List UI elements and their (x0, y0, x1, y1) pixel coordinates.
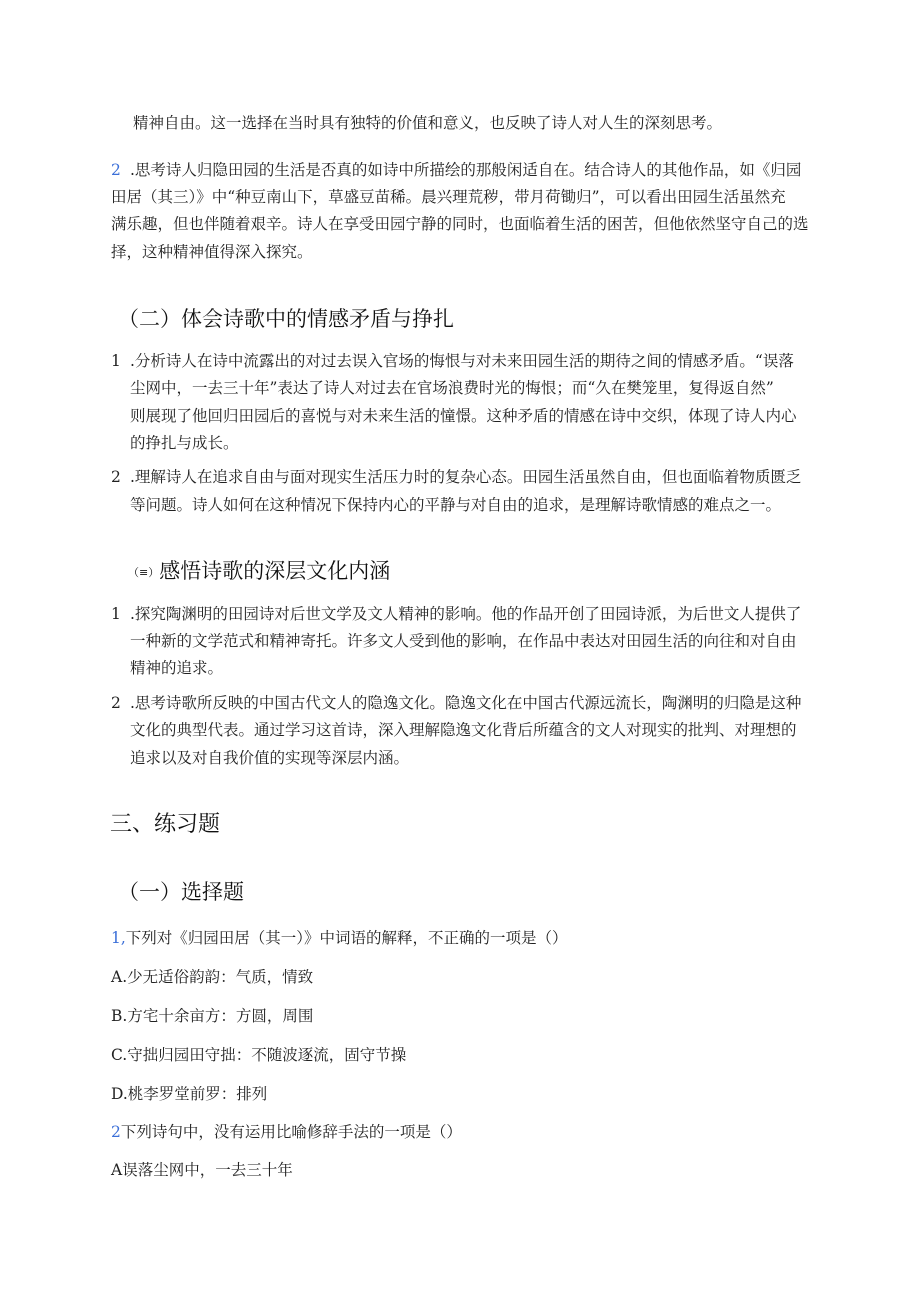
list-number: 1 (111, 605, 121, 623)
question-number: 1, (111, 929, 126, 947)
question-text: 下列对《归园田居（其一）》中词语的解释，不正确的一项是（） (125, 929, 568, 947)
option-line: D.桃李罗堂前罗：排列 (111, 1085, 268, 1103)
paragraph-line: 文化的典型代表。通过学习这首诗，深入理解隐逸文化背后所蕴含的文人对现实的批判、对理想的 (130, 721, 797, 739)
list-number: 2 (111, 694, 121, 712)
paragraph-line: 等问题。诗人如何在这种情况下保持内心的平静与对自由的追求，是理解诗歌情感的难点之一。 (130, 496, 782, 514)
paragraph-line: 精神自由。这一选择在当时具有独特的价值和意义，也反映了诗人对人生的深刻思考。 (133, 114, 723, 132)
list-number: 2 (111, 468, 121, 486)
paragraph-line: .理解诗人在追求自由与面对现实生活压力时的复杂心态。田园生活虽然自由，但也面临着物质匮乏 (130, 468, 802, 486)
question-number: 2 (111, 1123, 121, 1141)
section-heading: （二）体会诗歌中的情感矛盾与挣扎 (118, 307, 454, 331)
question-text: 下列诗句中，没有运用比喻修辞手法的一项是（） (120, 1123, 462, 1141)
question-line (111, 928, 568, 948)
paragraph-line: .分析诗人在诗中流露出的对过去误入官场的悔恨与对未来田园生活的期待之间的情感矛盾。“误落 (130, 352, 794, 370)
paragraph-line: 追求以及对自我价值的实现等深层内涵。 (130, 749, 410, 767)
paragraph-line: 的挣扎与成长。 (130, 434, 239, 452)
heading-text: 感悟诗歌的深层文化内涵 (159, 559, 391, 583)
question-line (111, 1122, 462, 1142)
option-line: A误落尘网中，一去三十年 (111, 1161, 293, 1179)
paragraph-line: 择，这种精神值得深入探究。 (111, 243, 313, 261)
option-line: B.方宅十余亩方：方圆，周围 (111, 1007, 314, 1025)
paragraph-line: 满乐趣，但也伴随着艰辛。诗人在享受田园宁静的同时，也面临着生活的困苦，但他依然坚守自己的选 (111, 215, 809, 233)
list-number: 1 (111, 352, 121, 370)
sub-heading: （一）选择题 (118, 880, 244, 904)
paragraph-line: 精神的追求。 (130, 659, 224, 677)
option-line: C.守拙归园田守拙：不随波逐流，固守节操 (111, 1046, 407, 1064)
paragraph-line: 则展现了他回归田园后的喜悦与对未来生活的憧憬。这种矛盾的情感在诗中交织，体现了诗人内心 (130, 407, 797, 425)
paragraph-line: 田居（其三）》中“种豆南山下，草盛豆苗稀。晨兴理荒秽，带月荷锄归”，可以看出田园生活虽然充 (111, 188, 786, 206)
paragraph-line: .思考诗歌所反映的中国古代文人的隐逸文化。隐逸文化在中国古代源远流长，陶渊明的归隐是这种 (130, 694, 802, 712)
list-number: 2 (111, 161, 121, 179)
heading-mark: （≡） (128, 566, 160, 579)
section-heading (128, 557, 390, 587)
part-heading: 三、练习题 (110, 812, 221, 837)
paragraph-line: .思考诗人归隐田园的生活是否真的如诗中所描绘的那般闲适自在。结合诗人的其他作品，如《归园 (130, 161, 802, 179)
option-line: A.少无适俗韵韵：气质，情致 (111, 968, 314, 986)
paragraph-line: .探究陶渊明的田园诗对后世文学及文人精神的影响。他的作品开创了田园诗派，为后世文人提供了 (130, 605, 802, 623)
paragraph-line: 一种新的文学范式和精神寄托。许多文人受到他的影响，在作品中表达对田园生活的向往和对自由 (130, 632, 797, 650)
paragraph-line: 尘网中，一去三十年”表达了诗人对过去在官场浪费时光的悔恨；而“久在樊笼里，复得返自然” (130, 379, 774, 397)
